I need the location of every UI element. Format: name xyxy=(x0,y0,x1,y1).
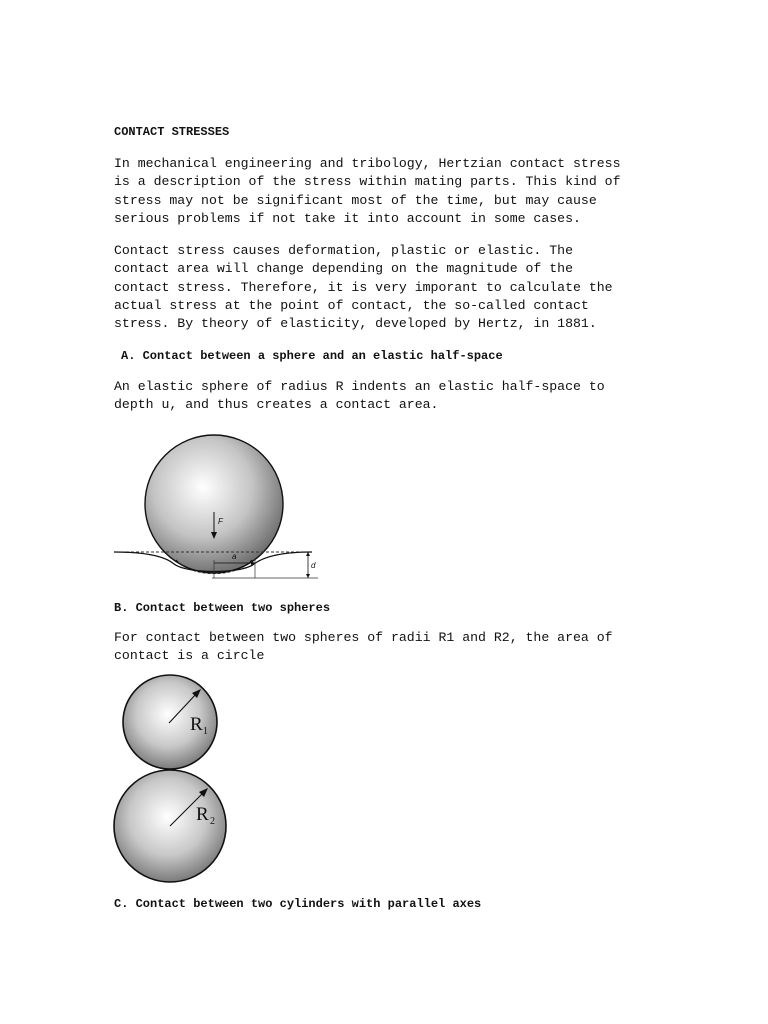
text-line: stress. By theory of elasticity, developed by Hertz, in 1881. xyxy=(114,316,597,332)
text-line: For contact between two spheres of radii R1 and R2, the area of xyxy=(114,630,613,645)
text-line: contact area will change depending on the magnitude of the xyxy=(114,261,573,277)
r1-label: R xyxy=(190,714,203,735)
depth-label: d xyxy=(311,561,316,570)
text-line: actual stress at the point of contact, the so-called contact xyxy=(114,297,589,313)
r2-label: R xyxy=(196,804,209,825)
intro-paragraph xyxy=(114,155,674,228)
section-a-paragraph xyxy=(114,378,674,415)
r2-subscript: 2 xyxy=(210,816,215,827)
section-b-heading: B. Contact between two spheres xyxy=(114,601,331,615)
radius-label: a xyxy=(232,552,237,561)
sphere-half-space-figure xyxy=(112,432,322,582)
text-line: In mechanical engineering and tribology, Hertzian contact stress xyxy=(114,156,621,171)
text-line: Contact stress causes deformation, plastic or elastic. The xyxy=(114,243,573,258)
text-line: stress may not be significant most of the time, but may cause xyxy=(114,192,597,208)
section-c-heading: C. Contact between two cylinders with parallel axes xyxy=(114,897,482,911)
contact-stress-paragraph xyxy=(114,242,674,333)
text-line: contact stress. Therefore, it is very imporant to calculate the xyxy=(114,279,613,295)
text-line: serious problems if not take it into account in some cases. xyxy=(114,210,581,226)
text-line: is a description of the stress within mating parts. This kind of xyxy=(114,174,621,190)
depth-arrowhead-bottom xyxy=(306,574,310,578)
two-spheres-figure xyxy=(110,670,232,890)
text-line: depth u, and thus creates a contact area. xyxy=(114,397,439,413)
force-label: F xyxy=(218,517,223,526)
r1-subscript: 1 xyxy=(203,726,208,737)
text-line: contact is a circle xyxy=(114,648,265,664)
page-title: CONTACT STRESSES xyxy=(114,125,230,139)
text-line: An elastic sphere of radius R indents an elastic half-space to xyxy=(114,379,605,394)
section-a-heading: A. Contact between a sphere and an elastic half-space xyxy=(121,349,503,363)
section-b-paragraph xyxy=(114,629,674,666)
